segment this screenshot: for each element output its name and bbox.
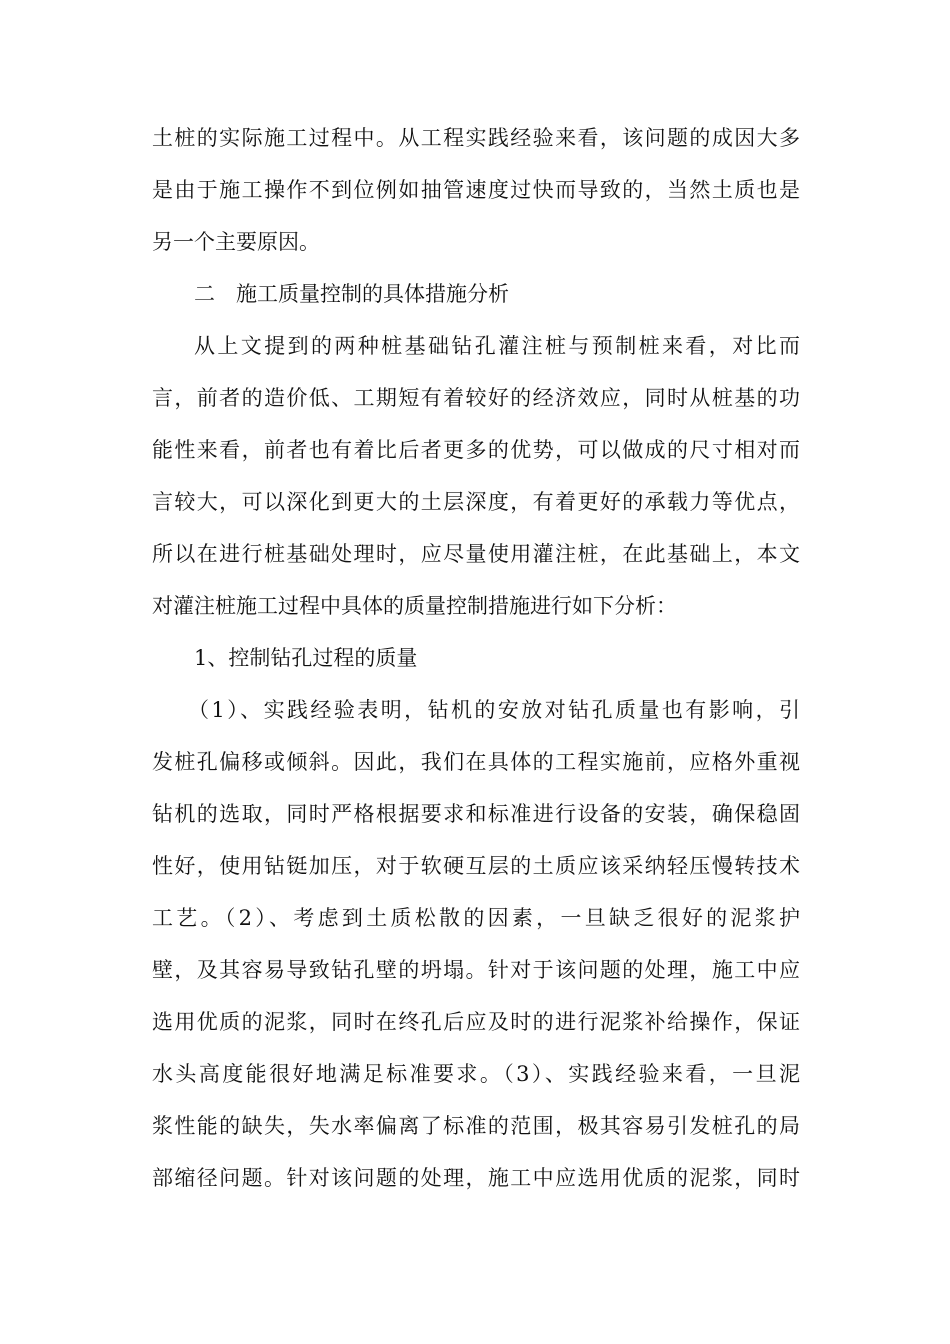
text-line: 土桩的实际施工过程中。从工程实践经验来看，该问题的成因大多 — [152, 126, 800, 150]
text-line: 是由于施工操作不到位例如抽管速度过快而导致的，当然土质也是 — [152, 178, 800, 202]
text-line: 钻机的选取，同时严格根据要求和标准进行设备的安装，确保稳固 — [152, 802, 800, 826]
text-line: 性好，使用钻铤加压，对于软硬互层的土质应该采纳轻压慢转技术 — [152, 854, 800, 878]
text-line: 浆性能的缺失，失水率偏离了标准的范围，极其容易引发桩孔的局 — [152, 1114, 800, 1138]
text-line: （1）、实践经验表明，钻机的安放对钻孔质量也有影响，引 — [188, 698, 800, 722]
text-line: 选用优质的泥浆，同时在终孔后应及时的进行泥浆补给操作，保证 — [152, 1010, 800, 1034]
text-line: 发桩孔偏移或倾斜。因此，我们在具体的工程实施前，应格外重视 — [152, 750, 800, 774]
text-line: 工艺。（2）、考虑到土质松散的因素，一旦缺乏很好的泥浆护 — [152, 906, 800, 930]
text-line: 另一个主要原因。 — [152, 230, 320, 254]
subsection-heading: 1、控制钻孔过程的质量 — [194, 646, 418, 670]
text-line: 从上文提到的两种桩基础钻孔灌注桩与预制桩来看，对比而 — [194, 334, 800, 358]
text-line: 所以在进行桩基础处理时，应尽量使用灌注桩，在此基础上，本文 — [152, 542, 800, 566]
text-line: 言较大，可以深化到更大的土层深度，有着更好的承载力等优点， — [152, 490, 800, 514]
text-line: 言，前者的造价低、工期短有着较好的经济效应，同时从桩基的功 — [152, 386, 800, 410]
text-line: 水头高度能很好地满足标准要求。（3）、实践经验来看，一旦泥 — [152, 1062, 800, 1086]
body-text — [152, 112, 800, 1204]
text-line: 壁，及其容易导致钻孔壁的坍塌。针对于该问题的处理，施工中应 — [152, 958, 800, 982]
text-line: 部缩径问题。针对该问题的处理，施工中应选用优质的泥浆，同时 — [152, 1166, 800, 1190]
text-line: 能性来看，前者也有着比后者更多的优势，可以做成的尺寸相对而 — [152, 438, 800, 462]
section-heading: 二 施工质量控制的具体措施分析 — [194, 282, 509, 306]
text-line: 对灌注桩施工过程中具体的质量控制措施进行如下分析： — [152, 594, 677, 618]
